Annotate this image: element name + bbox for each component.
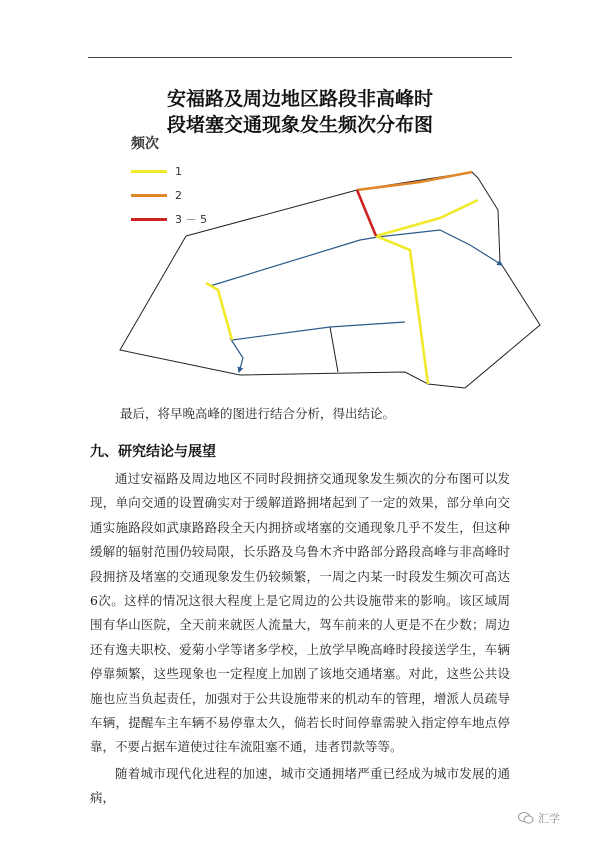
road-inner-black — [330, 327, 338, 372]
paragraph-1: 通过安福路及周边地区不同时段拥挤交通现象发生频次的分布图可以发现，单向交通的设置确实对于缓解道路拥堵起到了一定的效果，部分单向交通实施路段如武康路路段全天内拥挤或堵塞的交通现象几乎不发生，但这种缓解的辐射范围仍较局限，长乐路及乌鲁木齐中路部分路段高峰与非高峰时段拥挤及堵塞的交通现象发生仍较频繁，一周之内某一时段发生频次可高达6次。这样的情况这很大程度上是它周边的公共设施带来的影响。该区域周围有华山医院，全天前来就医人流量大，驾车前来的人更是不在少数；周边还有逸夫职校、爱菊小学等诸多学校，上放学早晚高峰时段接送学生，车辆停靠频繁，这些现象也一定程度上加剧了该地交通堵塞。对此，这些公共设施也应当负起责任，加强对于公共设施带来的机动车的管理，增派人员疏导车辆，提醒车主车辆不易停靠太久，倘若长时间停靠需驶入指定停车地点停靠，不要占据车道使过往车流阻塞不通，违者罚款等等。 — [90, 471, 510, 755]
road-freq1-diagonal — [376, 200, 478, 236]
watermark-text: 汇学 — [538, 812, 560, 825]
section-heading: 九、研究结论与展望 — [90, 444, 216, 460]
road-map — [0, 0, 600, 400]
legend-label-freq-1: 1 — [175, 164, 182, 178]
paragraph-2: 随着城市现代化进程的加速，城市交通拥堵严重已经成为城市发展的通病， — [90, 765, 510, 806]
map-title-line-1: 安福路及周边地区路段非高峰时 — [166, 88, 433, 110]
wechat-icon — [518, 811, 534, 825]
road-upper-blue — [210, 237, 378, 286]
legend-label-freq-3-5: 3 － 5 — [175, 213, 207, 226]
legend-label-freq-2: 2 — [175, 188, 182, 202]
map-boundary — [120, 172, 540, 388]
body-text — [90, 467, 510, 811]
road-freq1-right — [376, 236, 428, 384]
map-title-line-2: 段堵塞交通现象发生频次分布图 — [166, 114, 433, 136]
watermark — [518, 810, 560, 826]
road-lower-blue — [232, 322, 405, 340]
road-left-down-blue — [230, 338, 243, 372]
road-freq3-5 — [357, 190, 376, 236]
legend-title: 频次 — [131, 136, 159, 152]
road-upper-right-blue — [378, 230, 502, 265]
road-freq1-left — [206, 283, 232, 340]
map-caption: 最后，将早晚高峰的图进行结合分析，得出结论。 — [120, 406, 396, 421]
